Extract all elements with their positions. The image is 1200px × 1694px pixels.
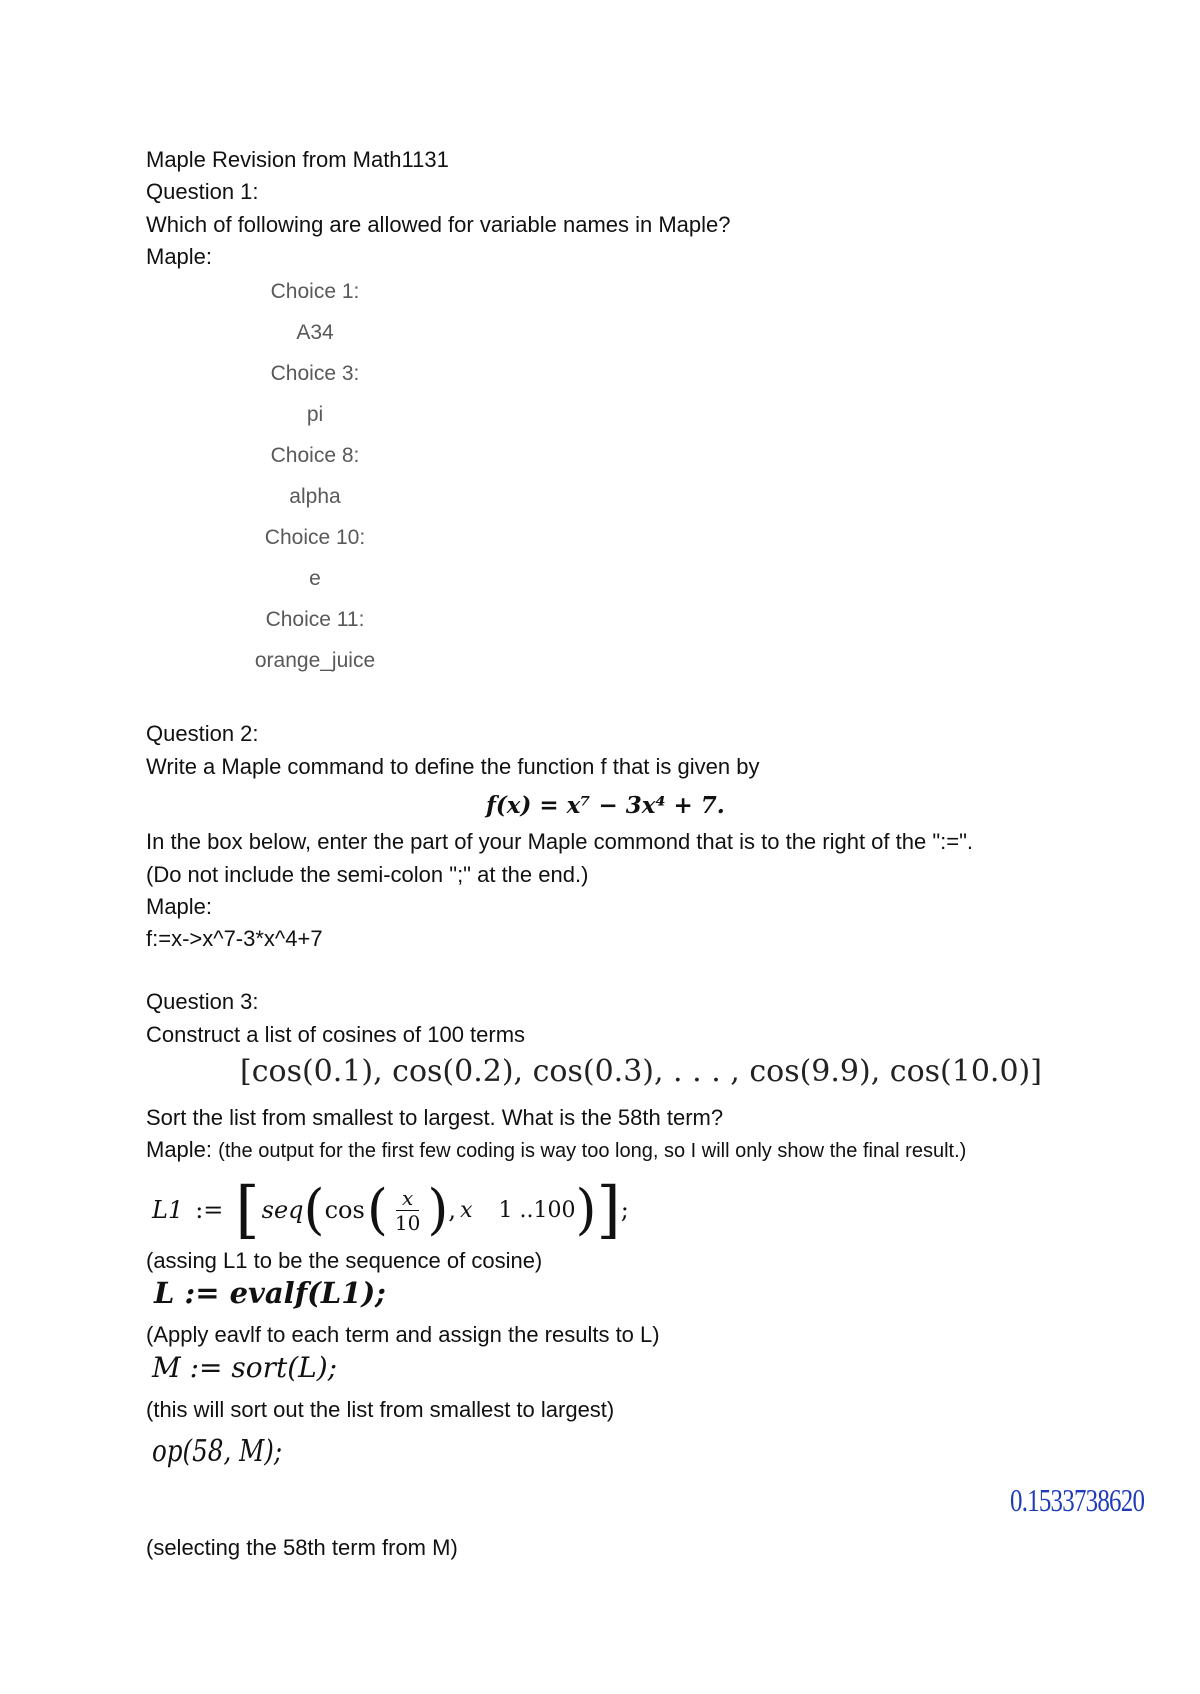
fraction-denominator: 10 [394,1210,421,1235]
question-3-sort-question: Sort the list from smallest to largest. What is the 58th term? [146,1105,724,1130]
note-assign-l1: (assing L1 to be the sequence of cosine) [146,1248,543,1273]
cos-close-paren: ) [427,1178,449,1241]
question-2-semicolon-note: (Do not include the semi-colon ";" at the end.) [146,862,589,887]
cos-open-paren: ( [366,1178,388,1241]
question-2-answer: f:=x->x^7-3*x^4+7 [146,926,323,951]
document-title: Maple Revision from Math1131 [146,147,449,172]
fraction [391,1186,424,1235]
seq-range: 1 ..100 [498,1197,576,1223]
seq-semicolon: ; [620,1196,629,1224]
question-3-maple-note: (the output for the first few coding is way too long, so I will only show the final result.) [218,1140,967,1162]
note-apply-evalf: (Apply eavlf to each term and assign the results to L) [146,1322,660,1347]
choice-11-label: Choice 11: [265,608,365,631]
question-1-maple-label: Maple: [146,244,213,269]
seq-close-bracket: ] [596,1173,621,1246]
question-3-text: Construct a list of cosines of 100 terms [146,1022,526,1047]
question-2-label: Question 2: [146,721,259,746]
question-3-label: Question 3: [146,989,259,1014]
question-1-label: Question 1: [146,179,259,204]
question-1-text: Which of following are allowed for variable names in Maple? [146,212,731,237]
cos-function-name: cos [324,1196,365,1224]
seq-function-name: seq [261,1196,304,1224]
choice-10-label: Choice 10: [264,526,366,549]
question-2-maple-label: Maple: [146,894,213,919]
choice-1-label: Choice 1: [270,280,360,303]
maple-evalf-command: L := evalf(L1); [154,1276,386,1310]
seq-open-paren: ( [303,1178,325,1241]
question-2-instruction: In the box below, enter the part of your Maple commond that is to the right of the ":=". [146,829,974,854]
seq-variable: x [460,1197,473,1223]
choice-8-value: alpha [289,485,341,508]
function-formula: f(x) = x⁷ − 3x⁴ + 7. [486,792,725,819]
choice-3-label: Choice 3: [270,362,360,385]
note-select-term: (selecting the 58th term from M) [146,1535,458,1560]
choice-8-label: Choice 8: [270,444,360,467]
cosine-list-formula: [cos(0.1), cos(0.2), cos(0.3), . . . , cos(9.9), cos(10.0)] [240,1054,1042,1089]
choice-3-value: pi [306,403,324,426]
maple-sort-command: M := sort(L); [152,1351,338,1384]
note-sort: (this will sort out the list from smallest to largest) [146,1397,615,1422]
choice-10-value: e [309,567,321,590]
question-3-maple-line [146,1136,966,1165]
question-2-text: Write a Maple command to define the function f that is given by [146,754,760,779]
choice-1-value: A34 [296,321,334,344]
seq-open-bracket: [ [235,1173,260,1246]
choice-11-value: orange_juice [254,649,376,672]
seq-command-lhs: L1 [152,1196,184,1224]
seq-close-paren: ) [575,1178,597,1241]
question-3-maple-label: Maple: [146,1137,213,1162]
seq-comma: , [448,1196,457,1224]
seq-command-assign: := [195,1196,224,1224]
fraction-numerator: x [396,1186,419,1211]
maple-seq-command [152,1172,629,1248]
maple-op-command: op(58, M); [152,1434,283,1469]
maple-result-output: 0.1533738620 [1010,1482,1145,1518]
